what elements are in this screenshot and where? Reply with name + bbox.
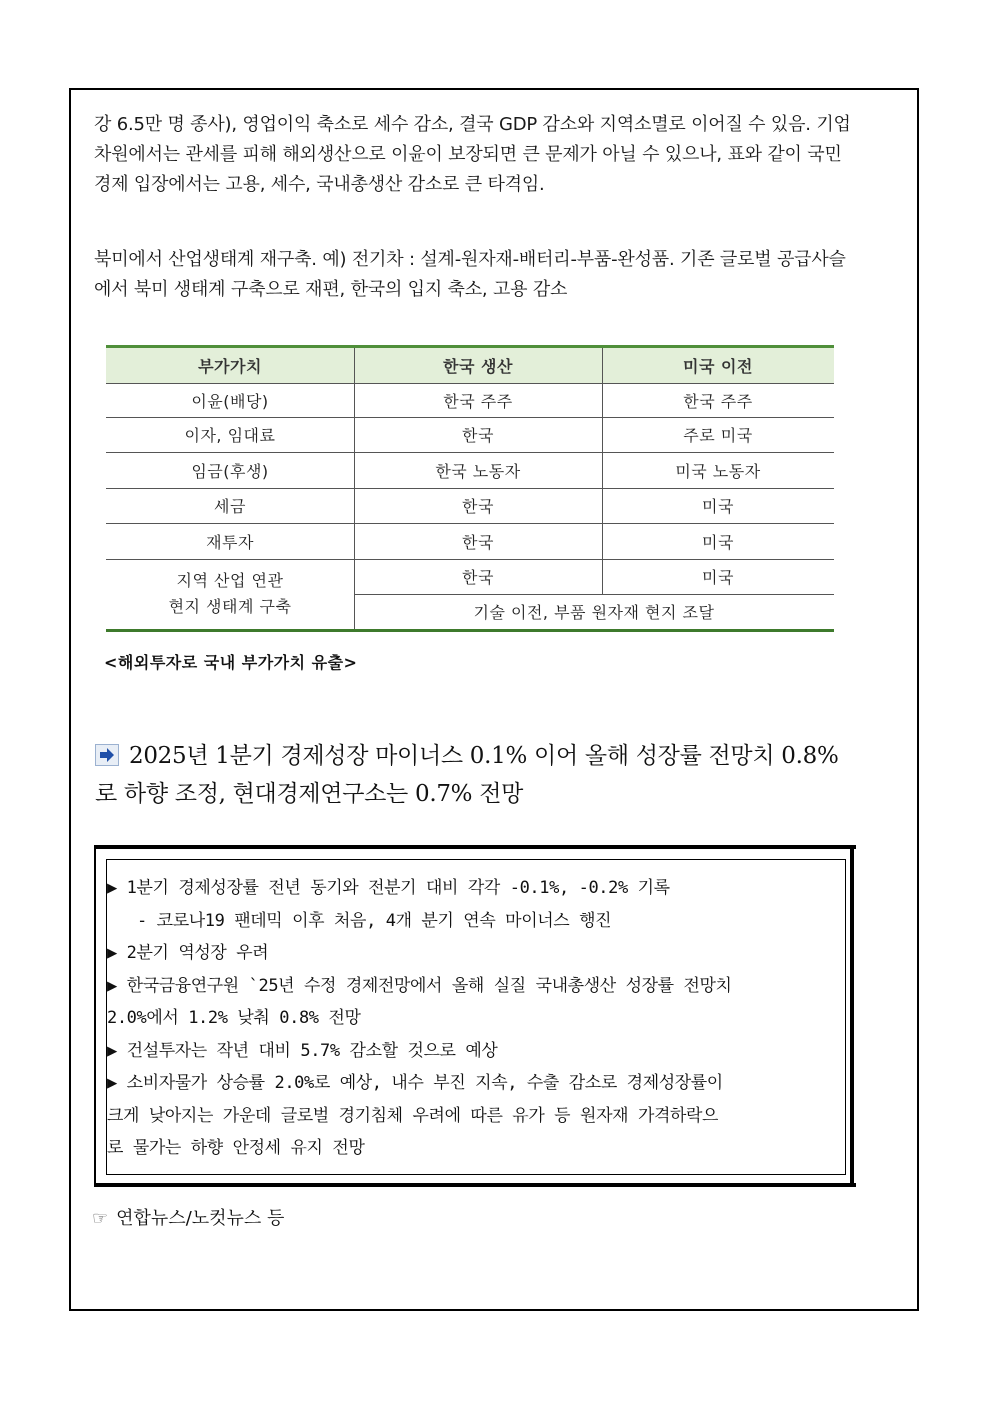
section-heading <box>95 737 895 813</box>
table-cell: 한국 <box>462 532 494 552</box>
summary-text <box>107 872 847 1165</box>
table-cell: 임금(후생) <box>191 461 269 481</box>
summary-line: ▶ 한국금융연구원 `25년 수정 경제전망에서 올해 실질 국내총생산 성장률 전망치 <box>107 975 732 996</box>
table-cell: 세금 <box>214 497 246 516</box>
paragraph-ecosystem <box>94 245 896 305</box>
summary-line: ▶ 소비자물가 상승률 2.0%로 예상, 내수 부진 지속, 수출 감소로 경제성장률이 <box>107 1073 723 1093</box>
text-line: 에서 북미 생태계 구축으로 재편, 한국의 입지 축소, 고용 감소 <box>94 279 568 300</box>
table-header-korea: 한국 생산 <box>443 357 513 376</box>
summary-line: 2.0%에서 1.2% 낮춰 0.8% 전망 <box>107 1008 361 1028</box>
table-cell: 미국 노동자 <box>675 461 761 481</box>
text-line: 차원에서는 관세를 피해 해외생산으로 이윤이 보장되면 큰 문제가 아닐 수 있으나, 표와 같이 국민 <box>94 144 842 165</box>
box-border <box>850 847 854 1187</box>
table-caption: <해외투자로 국내 부가가치 유출> <box>104 653 358 672</box>
box-border <box>96 845 856 849</box>
table-cell: 한국 주주 <box>683 391 753 411</box>
text-line: 경제 입장에서는 고용, 세수, 국내총생산 감소로 큰 타격임. <box>94 174 545 195</box>
table-cell: 한국 <box>462 568 494 587</box>
summary-line: ▶ 2분기 역성장 우려 <box>107 943 269 963</box>
text-line: 강 6.5만 명 종사), 영업이익 축소로 세수 감소, 결국 GDP 감소와 지역소멸로 이어질 수 있음. 기업 <box>94 114 851 135</box>
table-cell: 미국 <box>702 568 734 587</box>
box-border <box>96 1183 856 1187</box>
table-cell: 미국 <box>702 497 734 516</box>
table-cell: 한국 노동자 <box>435 461 521 481</box>
text-line: 북미에서 산업생태계 재구축. 예) 전기차 : 설계-원자재-배터리-부품-완성품. 기존 글로벌 공급사슬 <box>94 249 846 270</box>
table-cell-line: 지역 산업 연관 <box>176 571 284 590</box>
heading-line: 2025년 1분기 경제성장 마이너스 0.1% 이어 올해 성장률 전망치 0.8% <box>129 743 839 769</box>
table-cell: 한국 <box>462 497 494 516</box>
table-cell: 주로 미국 <box>683 426 753 445</box>
table-header-value-added: 부가가치 <box>198 357 262 376</box>
table-cell: 한국 주주 <box>443 391 513 411</box>
value-added-table <box>106 345 834 633</box>
summary-line: 로 물가는 하향 안정세 유지 전망 <box>107 1138 365 1158</box>
pointing-hand-icon: ☞ <box>92 1208 109 1229</box>
table-cell: 이윤(배당) <box>191 391 269 411</box>
summary-line: - 코로나19 팬데믹 이후 처음, 4개 분기 연속 마이너스 행진 <box>137 910 612 931</box>
table-cell-line: 현지 생태계 구축 <box>168 597 292 616</box>
table-cell: 이자, 임대료 <box>184 426 276 445</box>
paragraph-impact <box>94 110 896 200</box>
table-cell-merged: 기술 이전, 부품 원자재 현지 조달 <box>473 603 715 622</box>
summary-line: ▶ 1분기 경제성장률 전년 동기와 전분기 대비 각각 -0.1%, -0.2% 기록 <box>107 878 670 898</box>
table-cell: 재투자 <box>206 532 254 552</box>
heading-line: 로 하향 조정, 현대경제연구소는 0.7% 전망 <box>95 781 524 807</box>
summary-line: ▶ 건설투자는 작년 대비 5.7% 감소할 것으로 예상 <box>107 1040 498 1061</box>
table-cell-ecosystem-label <box>106 559 354 629</box>
table-cell: 미국 <box>702 532 734 552</box>
source-text: 연합뉴스/노컷뉴스 등 <box>116 1208 285 1229</box>
table-cell: 한국 <box>462 426 494 445</box>
table-header-us: 미국 이전 <box>683 357 753 376</box>
table-bottom-rule <box>106 629 834 632</box>
summary-line: 크게 낮아지는 가운데 글로벌 경기침체 우려에 따른 유가 등 원자재 가격하락으 <box>107 1105 719 1126</box>
source-note <box>92 1204 284 1230</box>
arrow-right-icon <box>95 744 119 766</box>
